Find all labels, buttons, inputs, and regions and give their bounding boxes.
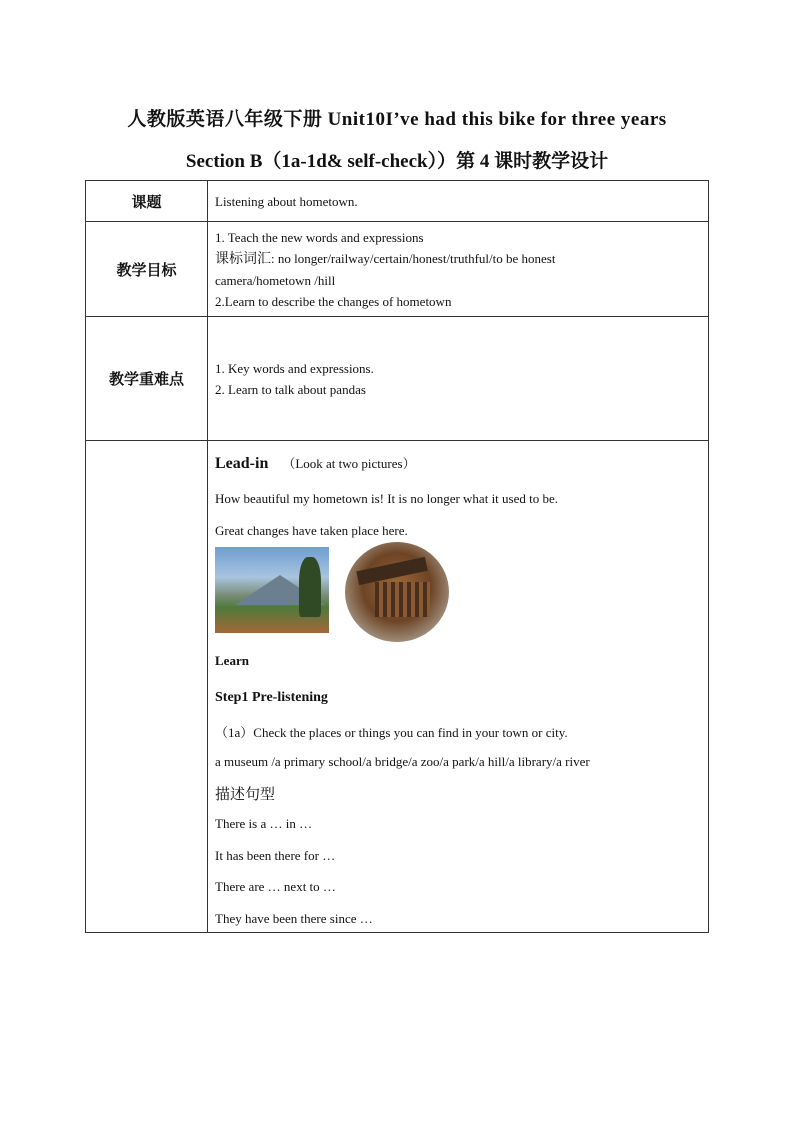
topic-label-text: 课题 [131, 192, 162, 211]
step1-title: Step1 Pre-listening [215, 690, 328, 705]
objectives-label [86, 222, 208, 317]
objectives-line3: camera/hometown /hill [215, 272, 336, 288]
hometown-landscape-image [215, 547, 329, 633]
table-row-process [86, 441, 709, 933]
sentence-pattern-4: They have been there since … [215, 911, 373, 926]
sentence-pattern-2: It has been there for … [215, 848, 336, 863]
topic-content [208, 181, 709, 222]
key-points-label [86, 317, 208, 441]
key-points-content [208, 317, 709, 441]
lesson-plan-table [85, 180, 709, 933]
document-title-line1: 人教版英语八年级下册 Unit10I’ve had this bike for three years [127, 109, 667, 130]
old-house-image [345, 542, 449, 642]
process-label-cell [86, 441, 208, 933]
objectives-content [208, 222, 709, 317]
objectives-label-text: 教学目标 [116, 260, 177, 279]
vocab-label: 课标词汇 [215, 250, 271, 267]
topic-label [86, 181, 208, 222]
table-row-key-points [86, 317, 709, 441]
leadin-line2: Great changes have taken place here. [215, 523, 408, 538]
leadin-heading [215, 453, 416, 473]
leadin-title: Lead-in [215, 455, 269, 472]
vocab-list: : no longer/railway/certain/honest/truthful/to be honest [271, 250, 556, 266]
objectives-line4: 2.Learn to describe the changes of hometown [215, 293, 452, 309]
objectives-line1: 1. Teach the new words and expressions [215, 229, 424, 245]
key-points-label-text: 教学重难点 [108, 370, 184, 388]
leadin-note: （Look at two pictures） [282, 456, 416, 471]
learn-title: Learn [215, 653, 249, 668]
document-title-line2: Section B（1a-1d& self-check））第 4 课时教学设计 [185, 151, 609, 172]
table-row-objectives [86, 222, 709, 317]
key-points-line2: 2. Learn to talk about pandas [215, 381, 366, 397]
key-points-line1: 1. Key words and expressions. [215, 360, 374, 376]
leadin-line1: How beautiful my hometown is! It is no longer what it used to be. [215, 491, 559, 506]
process-content [208, 441, 709, 933]
sentence-pattern-heading: 描述句型 [215, 785, 276, 803]
topic-text: Listening about hometown. [215, 193, 358, 209]
sentence-pattern-1: There is a … in … [215, 816, 313, 831]
table-row-topic [86, 181, 709, 222]
objectives-vocab-line [215, 248, 708, 270]
step1-line1: （1a）Check the places or things you can find in your town or city. [215, 725, 568, 740]
sentence-pattern-3: There are … next to … [215, 879, 336, 894]
step1-line2: a museum /a primary school/a bridge/a zoo/a park/a hill/a library/a river [215, 754, 590, 769]
